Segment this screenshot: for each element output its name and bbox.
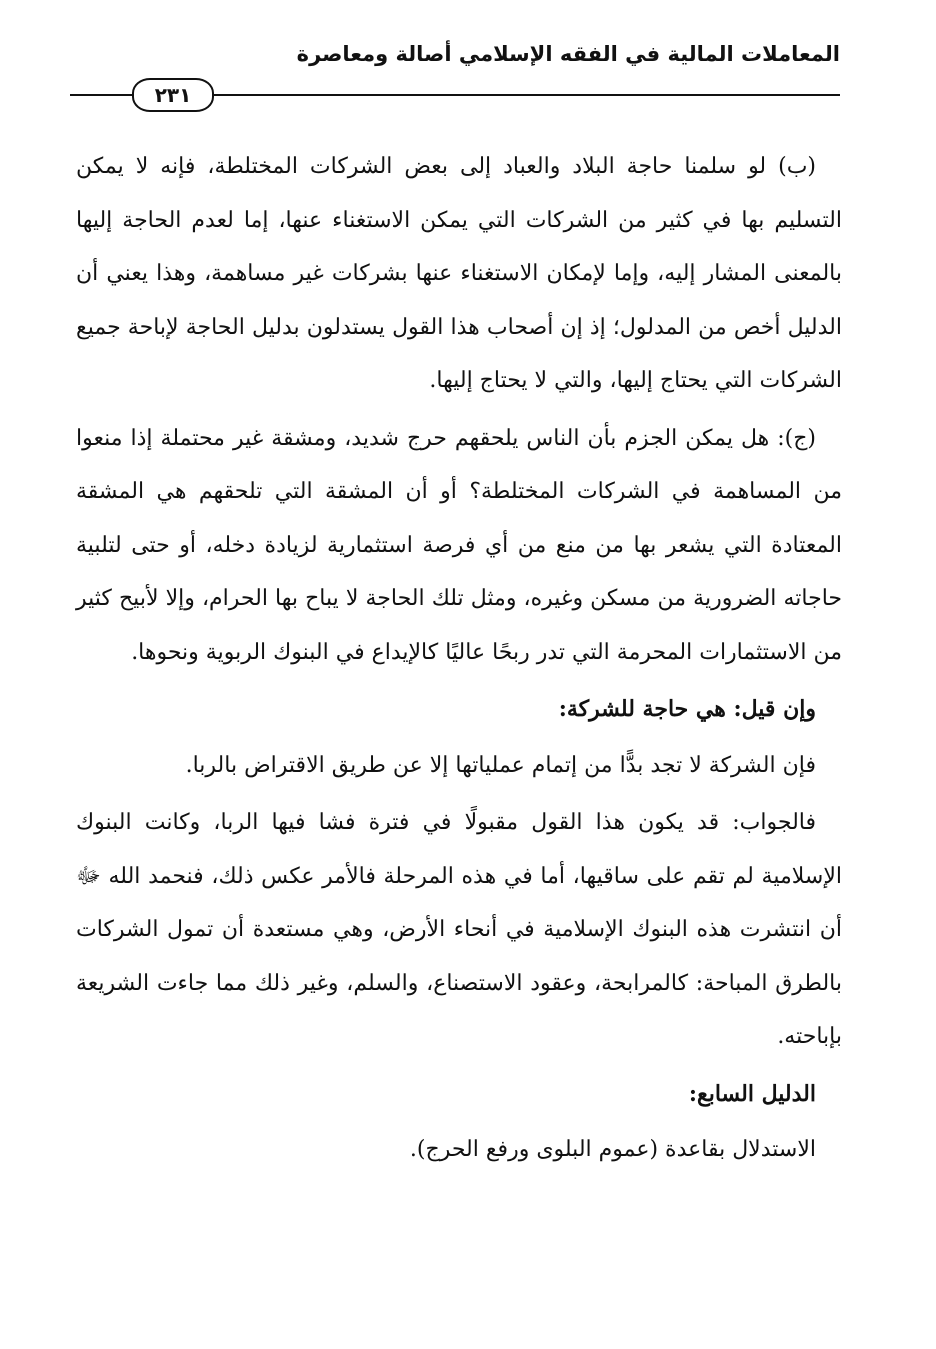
book-title: المعاملات المالية في الفقه الإسلامي أصالة ومعاصرة (296, 42, 840, 66)
page-number: ٢٣١ (132, 78, 214, 112)
objection-heading: وإن قيل: هي حاجة للشركة: (558, 696, 816, 722)
paragraph-b: (ب) لو سلمنا حاجة البلاد والعباد إلى بعض الشركات المختلطة، فإنه لا يمكن التسليم بها في كثير من الشركات التي يمكن الاستغناء عنها، إما لعدم الحاجة إليها بالمعنى المشار إليه، وإما لإمكان الاستغناء عنها بشركات غير مساهمة، وهذا يعني أن الدليل أخص من المدلول؛ إذ إن أصحاب هذا القول يستدلون بدليل الحاجة لإباحة جميع الشركات التي يحتاج إليها، والتي لا يحتاج إليها. (76, 154, 842, 393)
page-header (60, 38, 840, 118)
answer-paragraph: فالجواب: قد يكون هذا القول مقبولًا في فترة فشا فيها الربا، وكانت البنوك الإسلامية لم تقم على ساقيها، أما في هذه المرحلة فالأمر عكس ذلك، فنحمد الله ﷻ أن انتشرت هذه البنوك الإسلامية في أنحاء الأرض، وهي مستعدة أن تمول الشركات بالطرق المباحة: كالمرابحة، وعقود الاستصناع، والسلم، وغير ذلك مما جاءت الشريعة بإباحته. (76, 810, 842, 1049)
seventh-evidence-paragraph: الاستدلال بقاعدة (عموم البلوى ورفع الحرج). (409, 1137, 816, 1162)
paragraph-c: (ج): هل يمكن الجزم بأن الناس يلحقهم حرج شديد، ومشقة غير محتملة إذا منعوا من المساهمة في الشركات المختلطة؟ أو أن المشقة التي تلحقهم هي المشقة المعتادة التي يشعر بها من منع من أي فرصة استثمارية لزيادة دخله، أو حتى لتلبية حاجاته الضرورية من مسكن وغيره، ومثل تلك الحاجة لا يباح بها الحرام، وإلا لأبيح كثير من الاستثمارات المحرمة التي تدر ربحًا عاليًا كالإيداع في البنوك الربوية ونحوها. (76, 425, 842, 665)
page-body (76, 140, 842, 1181)
seventh-evidence-heading: الدليل السابع: (688, 1080, 816, 1107)
objection-paragraph: فإن الشركة لا تجد بدًّا من إتمام عملياتها إلا عن طريق الاقتراض بالربا. (185, 752, 816, 778)
